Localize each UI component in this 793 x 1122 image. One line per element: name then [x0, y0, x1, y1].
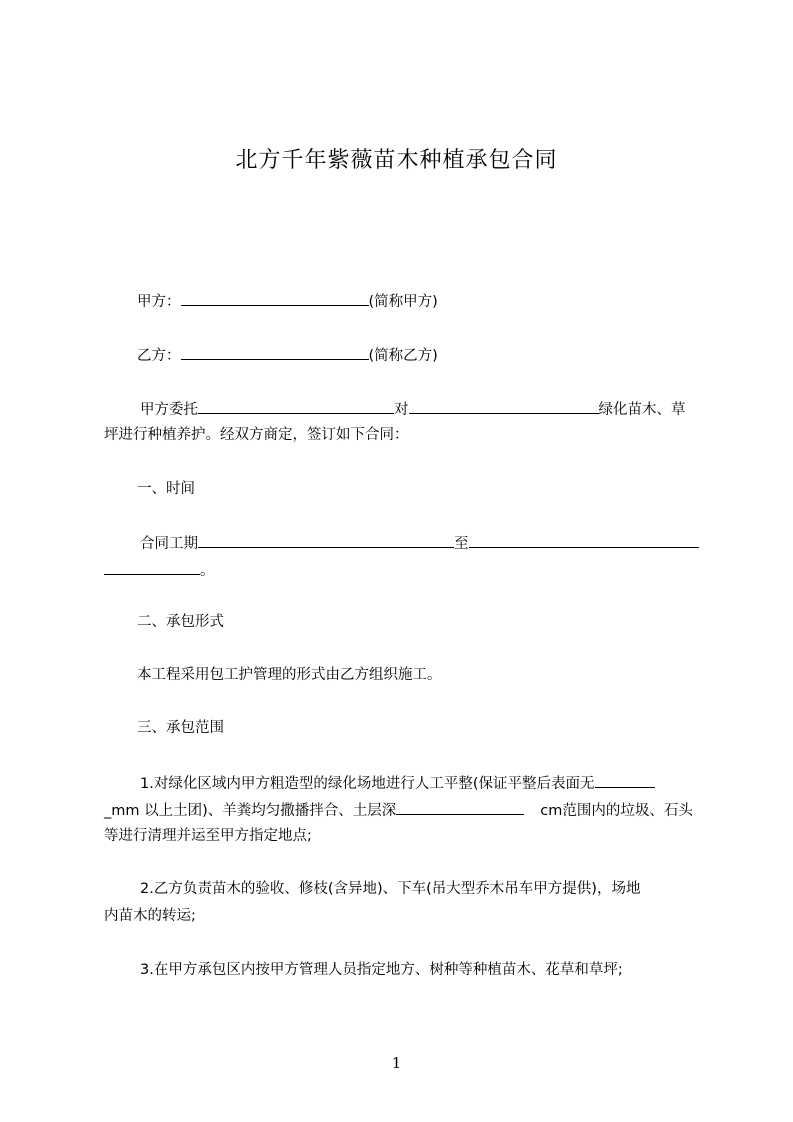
section-1-heading: 一、时间: [137, 481, 195, 497]
scope-item-1-text-2b: cm范围内的垃圾、石头: [540, 803, 693, 819]
scope-item-1-blank-1: [595, 773, 655, 788]
term-start-blank: [198, 533, 454, 548]
contract-term-line-2: [104, 560, 215, 580]
scope-item-1-line-3: 等进行清理并运至甲方指定地点;: [104, 828, 312, 844]
term-end-blank-cont: [104, 560, 200, 575]
party-a-blank: [181, 291, 369, 306]
scope-item-1-line-1: [140, 773, 655, 793]
party-a-suffix: (简称甲方): [368, 294, 438, 310]
intro-suffix: 绿化苗木、草: [598, 402, 686, 418]
scope-item-2-line-1: 2.乙方负责苗木的验收、修枝(含异地)、下车(吊大型乔木吊车甲方提供)，场地: [140, 881, 641, 897]
term-label: 合同工期: [140, 536, 198, 552]
intro-line-1: [140, 399, 686, 419]
term-end: 。: [200, 563, 215, 579]
scope-item-1-line-2: [104, 800, 693, 820]
contract-term-line: [140, 533, 699, 553]
intro-blank-1: [198, 399, 394, 414]
scope-item-1-text: 1.对绿化区域内甲方粗造型的绿化场地进行人工平整(保证平整后表面无: [140, 776, 595, 792]
document-title: 北方千年紫薇苗木种植承包合同: [235, 148, 558, 173]
intro-blank-2: [409, 399, 599, 414]
intro-middle: 对: [394, 402, 409, 418]
scope-item-1-blank-2: [396, 800, 524, 815]
party-a-line: [137, 291, 438, 311]
section-2-body: 本工程采用包工护管理的形式由乙方组织施工。: [137, 667, 442, 683]
section-3-heading: 三、承包范围: [137, 720, 224, 736]
term-to: 至: [454, 536, 469, 552]
scope-item-3-line-1: 3.在甲方承包区内按甲方管理人员指定地方、树种等种植苗木、花草和草坪;: [140, 962, 623, 978]
term-end-blank: [469, 533, 699, 548]
intro-line-2: 坪进行种植养护。经双方商定，签订如下合同：: [104, 427, 409, 443]
party-a-label: 甲方：: [137, 294, 181, 310]
page-number: 1: [391, 1054, 402, 1072]
scope-item-2-line-2: 内苗木的转运;: [104, 908, 196, 924]
scope-item-1-text-2a: _mm 以上土团)、羊粪均匀撒播拌合、土层深: [104, 803, 397, 819]
party-b-suffix: (简称乙方): [368, 348, 438, 364]
intro-prefix: 甲方委托: [140, 402, 198, 418]
party-b-label: 乙方：: [137, 348, 181, 364]
party-b-blank: [181, 345, 369, 360]
party-b-line: [137, 345, 438, 365]
section-2-heading: 二、承包形式: [137, 614, 224, 630]
